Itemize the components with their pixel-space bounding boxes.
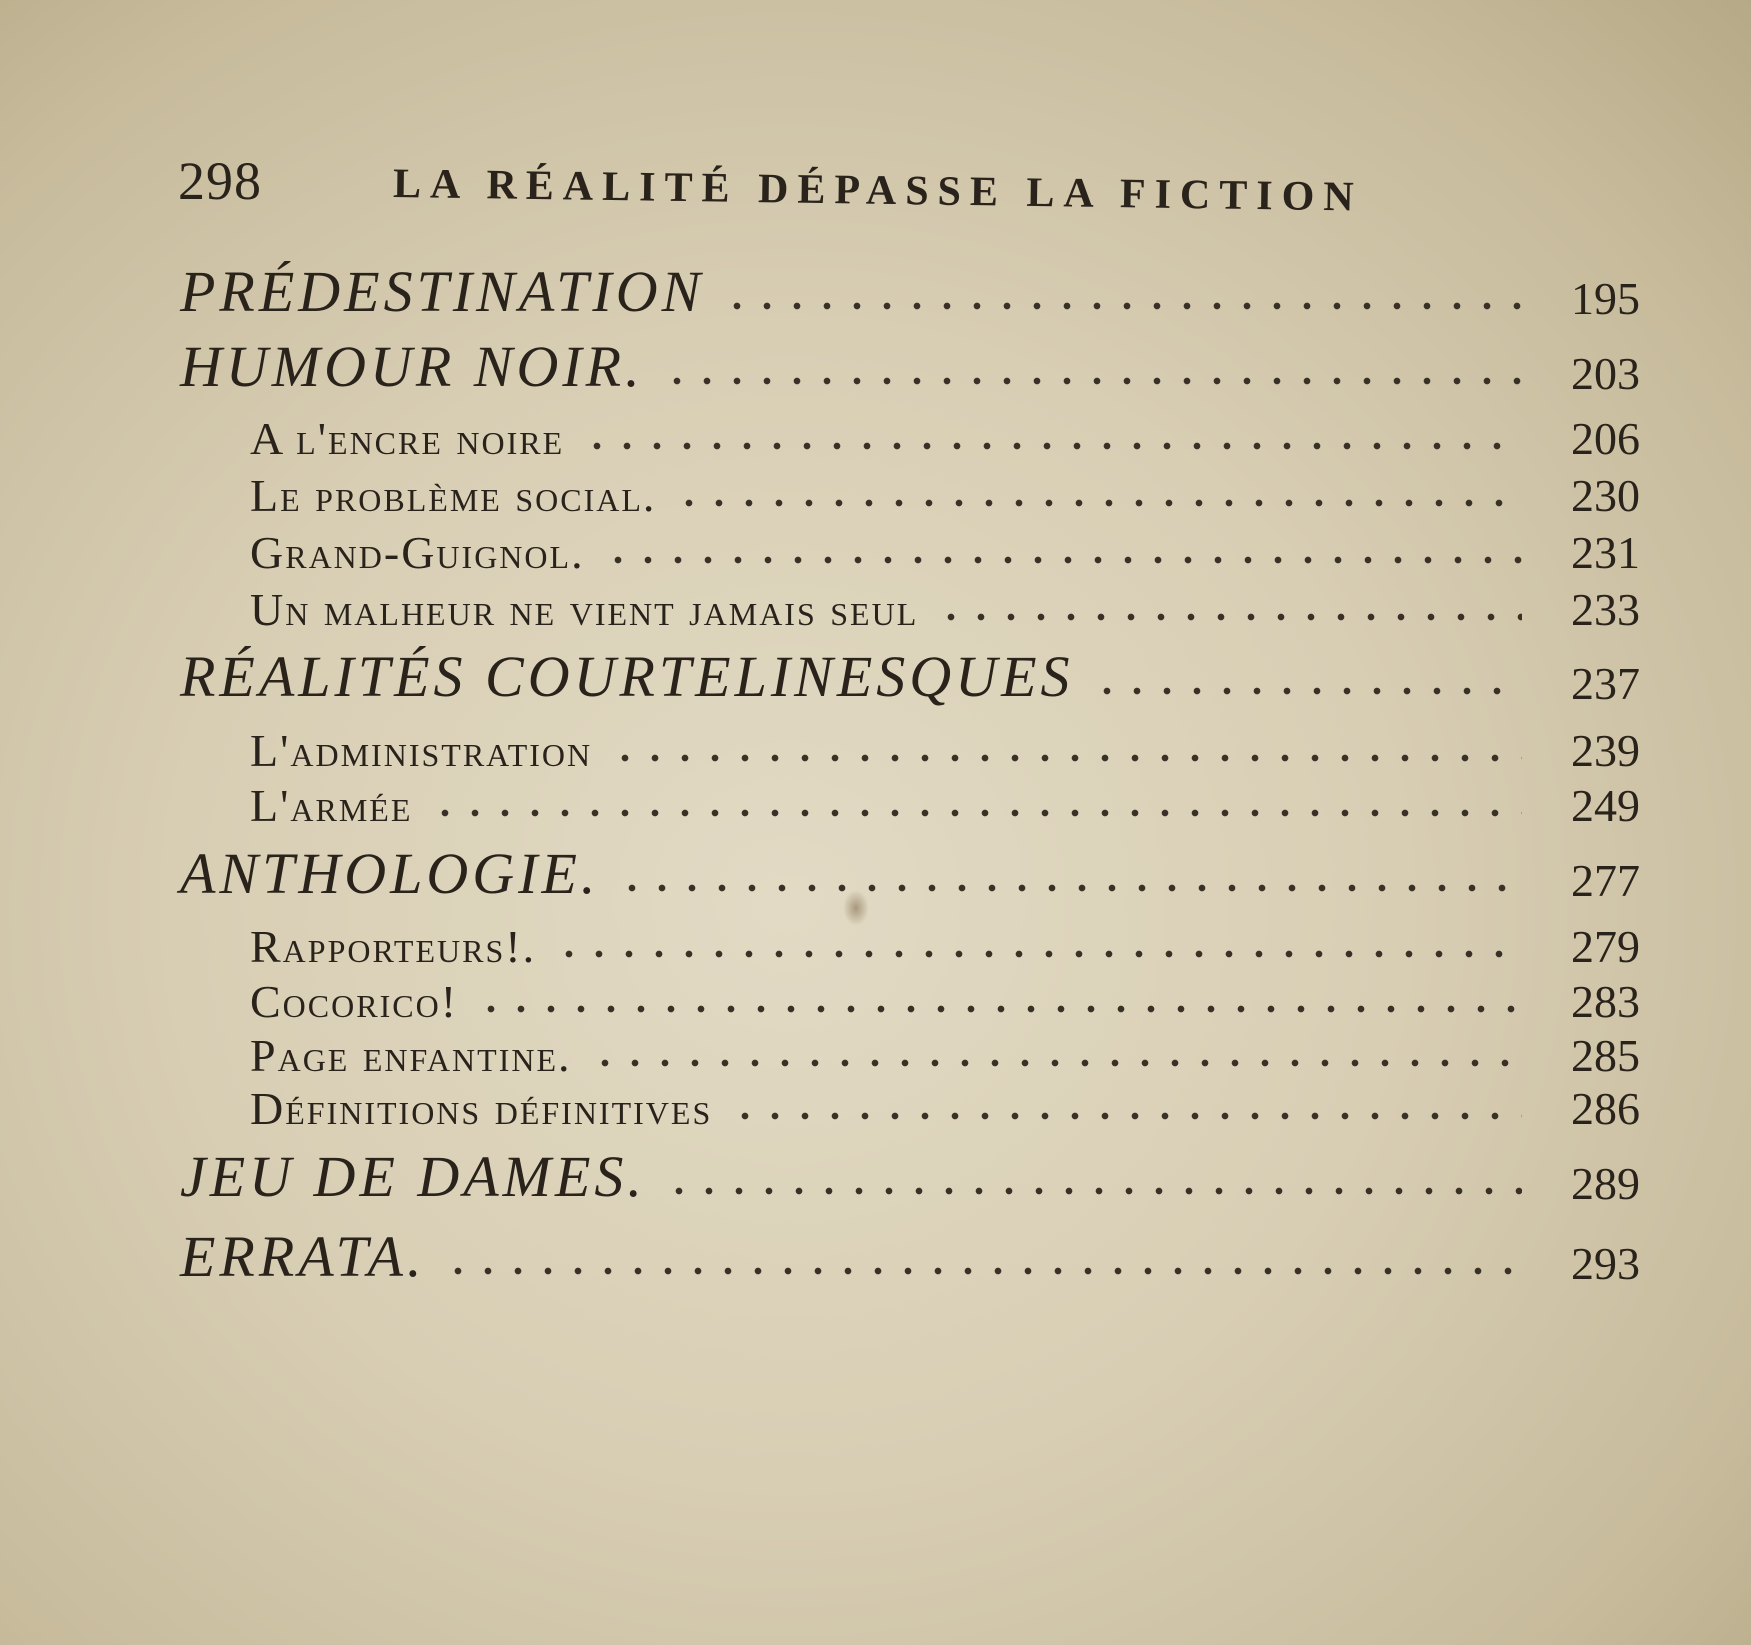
toc-entry-page: 230 [1571, 470, 1640, 521]
toc-entry-label: Page enfantine. [250, 1030, 572, 1081]
toc-entry-errata [180, 1224, 1640, 1290]
toc-entry-page: 285 [1571, 1030, 1640, 1081]
toc-entry-page: 195 [1571, 273, 1640, 324]
toc-entry-page: 277 [1571, 855, 1640, 906]
toc-entry-le-probleme-social [180, 462, 1640, 522]
toc-entry-grand-guignol [180, 519, 1640, 579]
running-title: LA RÉALITÉ DÉPASSE LA FICTION [392, 161, 1363, 221]
dot-leader [476, 1004, 1522, 1014]
toc-entry-definitions-definitives [180, 1075, 1640, 1135]
toc-entry-larmee [180, 772, 1640, 832]
page-header [178, 150, 1478, 240]
toc-entry-predestination [180, 259, 1640, 325]
toc-entry-label: Grand-Guignol. [250, 527, 585, 578]
toc-entry-label: JEU DE DAMES. [180, 1144, 646, 1209]
toc-entry-rapporteurs [180, 913, 1640, 973]
toc-entry-label: Cocorico! [250, 976, 459, 1027]
page-number: 298 [178, 151, 262, 211]
dot-leader [430, 808, 1522, 818]
toc-entry-page: 293 [1571, 1238, 1640, 1289]
toc-entry-page: 249 [1571, 780, 1640, 831]
toc-entry-label: RÉALITÉS COURTELINESQUES [180, 644, 1074, 709]
toc-entry-ladministration [180, 717, 1640, 777]
dot-leader [443, 1266, 1522, 1276]
dot-leader [603, 555, 1522, 565]
dot-leader [662, 376, 1522, 386]
dot-leader [590, 1058, 1522, 1068]
toc-entry-page: 231 [1571, 527, 1640, 578]
toc-entry-realites-courtelinesques [180, 644, 1640, 710]
toc-entry-page: 203 [1571, 348, 1640, 399]
dot-leader [730, 1111, 1522, 1121]
dot-leader [722, 301, 1522, 311]
toc-entry-page: 206 [1571, 413, 1640, 464]
toc-entry-label: HUMOUR NOIR. [180, 334, 644, 399]
toc-entry-page: 283 [1571, 976, 1640, 1027]
toc-entry-label: L'armée [250, 780, 413, 831]
toc-entry-jeu-de-dames [180, 1144, 1640, 1210]
dot-leader [664, 1186, 1522, 1196]
toc-entry-a-lencre-noire [180, 405, 1640, 465]
toc-entry-anthologie [180, 841, 1640, 907]
toc-entry-page: 239 [1571, 725, 1640, 776]
toc-entry-page: 233 [1571, 584, 1640, 635]
dot-leader [554, 949, 1522, 959]
dot-leader [1092, 686, 1523, 696]
toc-entry-label: ANTHOLOGIE. [180, 841, 600, 906]
toc-entry-label: L'administration [250, 725, 593, 776]
toc-entry-label: A l'encre noire [250, 413, 565, 464]
toc-entry-un-malheur [180, 576, 1640, 636]
dot-leader [582, 441, 1522, 451]
toc-entry-page-enfantine [180, 1022, 1640, 1082]
dot-leader [610, 753, 1522, 763]
dot-leader [936, 612, 1522, 622]
toc-entry-page: 289 [1571, 1158, 1640, 1209]
toc-entry-label: PRÉDESTINATION [180, 259, 705, 324]
toc-entry-page: 279 [1571, 921, 1640, 972]
toc-entry-page: 286 [1571, 1083, 1640, 1134]
toc-entry-humour-noir [180, 334, 1640, 400]
toc-entry-page: 237 [1571, 658, 1640, 709]
dot-leader [617, 883, 1522, 893]
toc-entry-cocorico [180, 968, 1640, 1028]
dot-leader [674, 498, 1522, 508]
toc-entry-label: Rapporteurs!. [250, 921, 537, 972]
toc-entry-label: Le problème social. [250, 470, 657, 521]
paper-stain [843, 890, 869, 926]
toc-entry-label: ERRATA. [180, 1224, 426, 1289]
toc-entry-label: Un malheur ne vient jamais seul [250, 584, 919, 635]
toc-entry-label: Définitions définitives [250, 1083, 713, 1134]
